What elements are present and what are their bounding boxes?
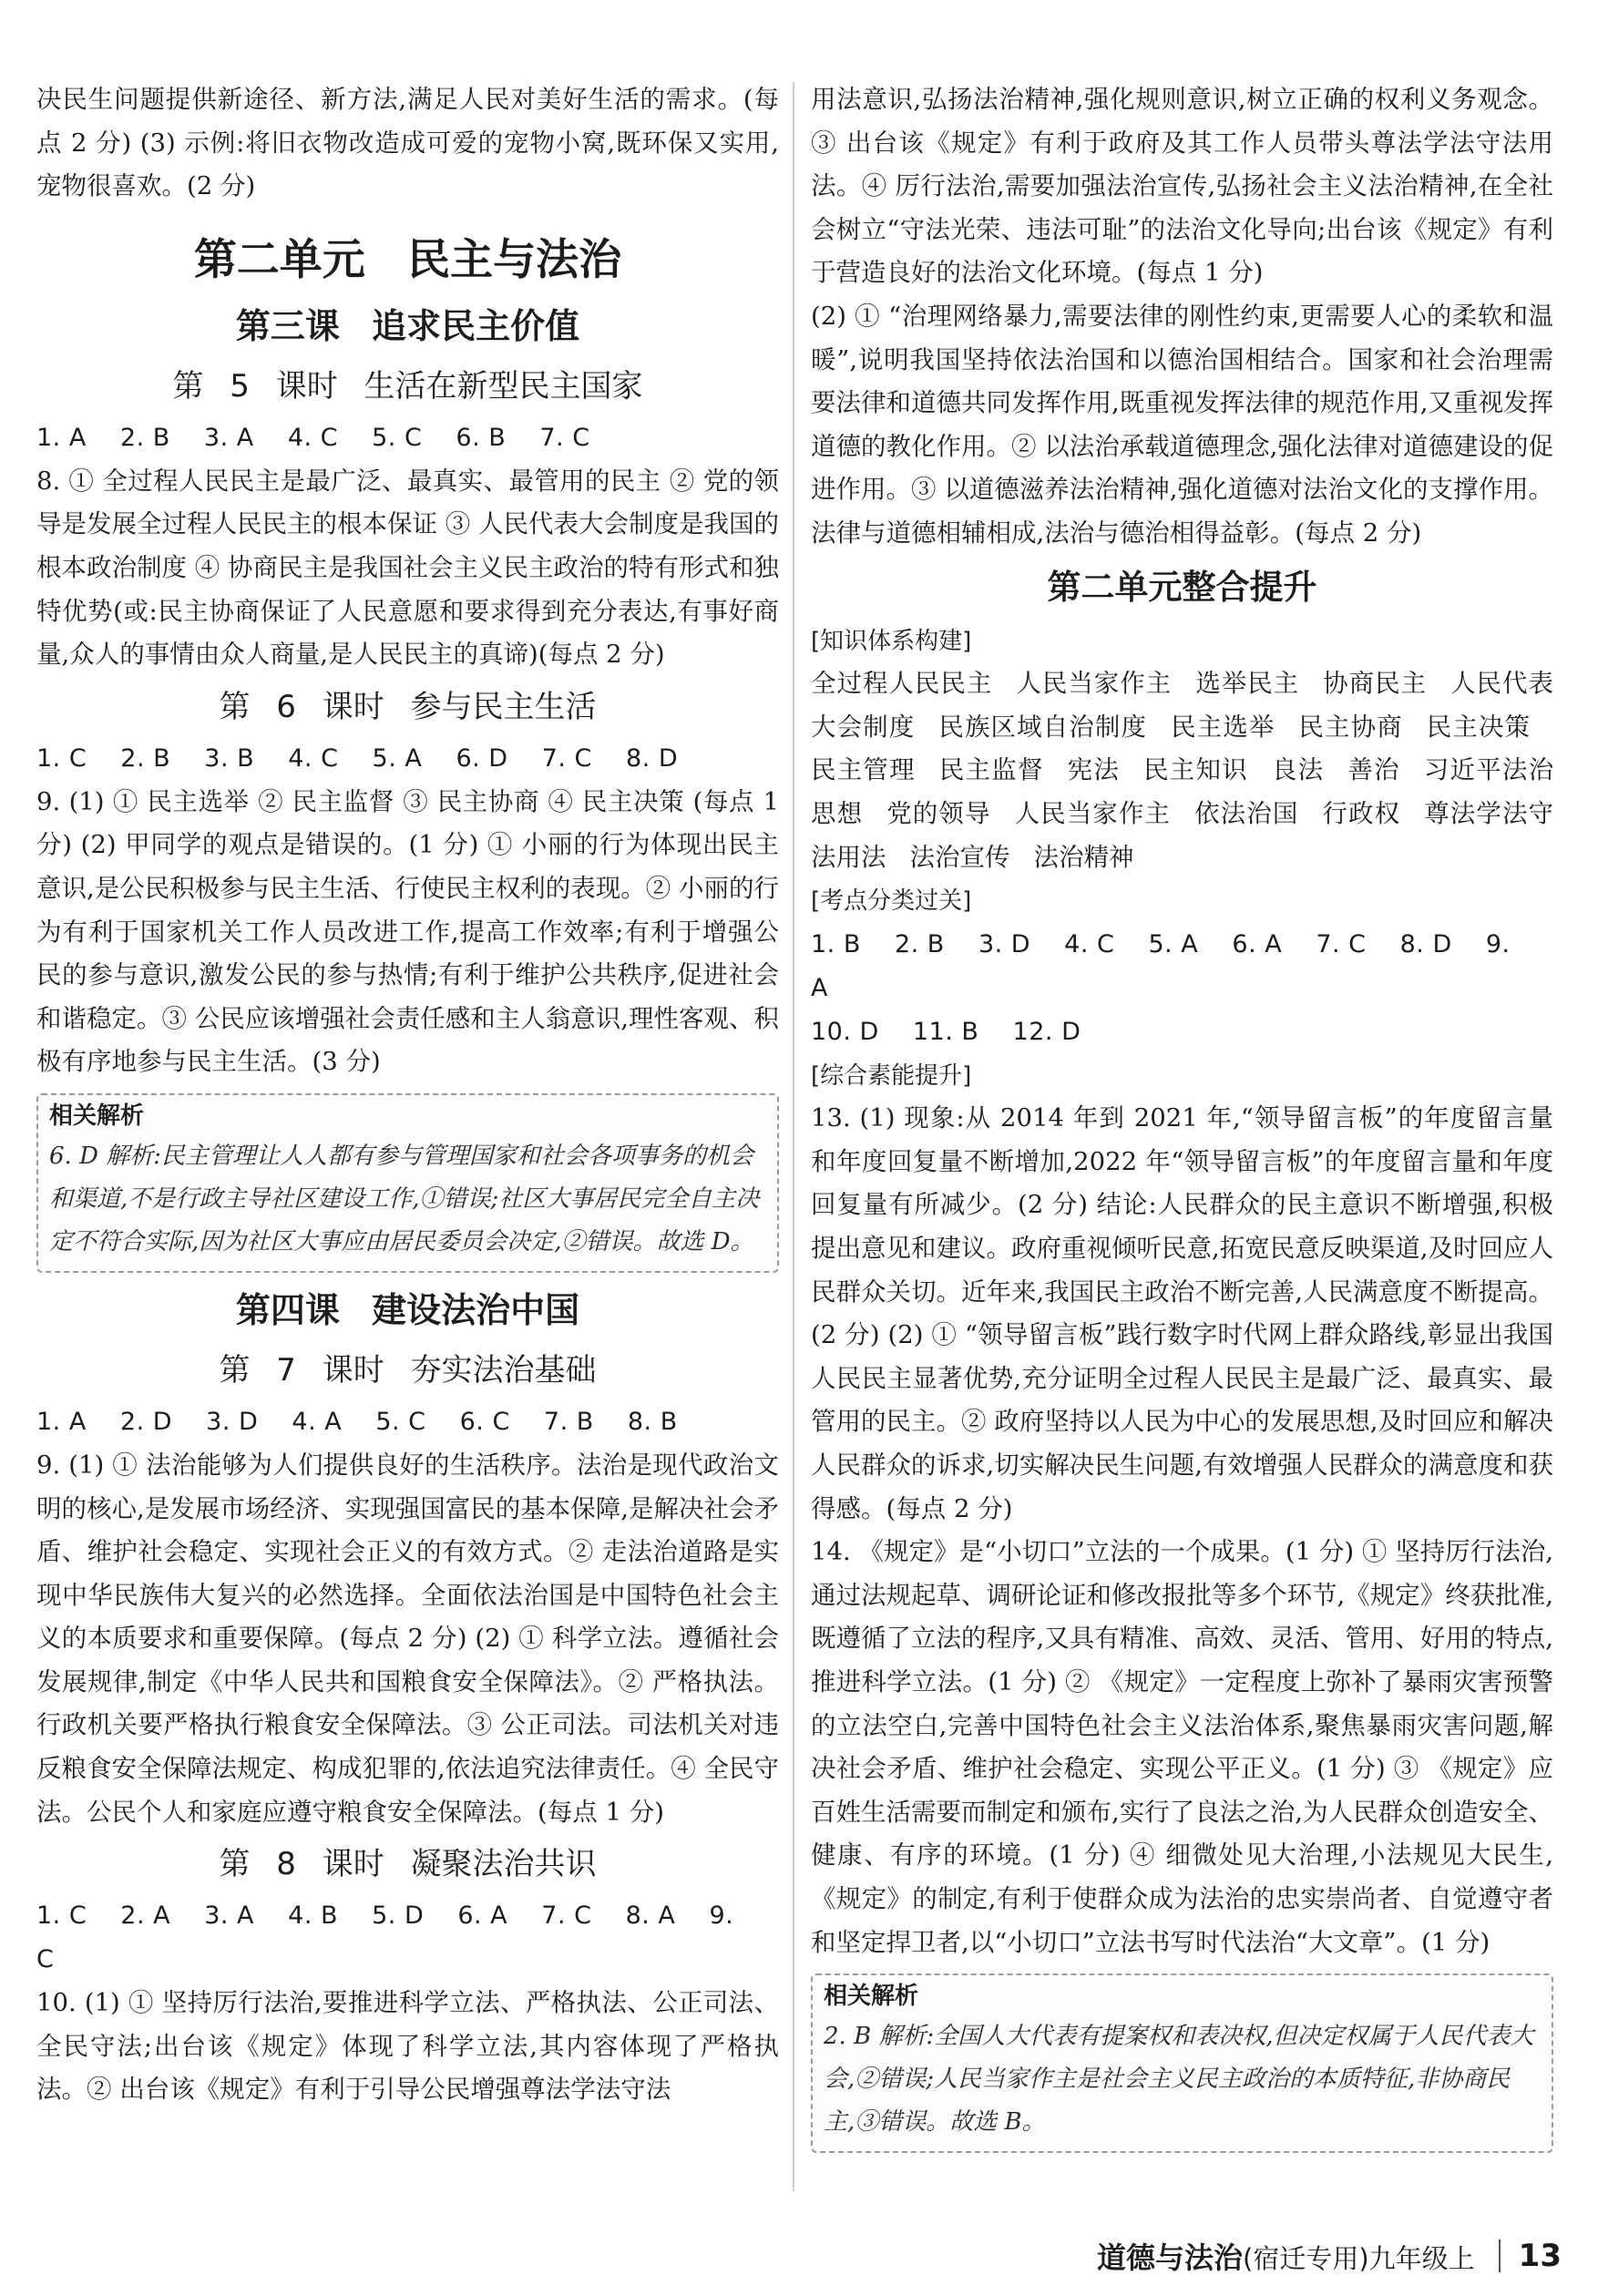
exam-answers-row-2 xyxy=(811,1010,1553,1054)
page-footer xyxy=(1097,2229,1562,2283)
period-5-title: 第 5 课时 生活在新型民主国家 xyxy=(172,367,643,405)
analysis-box-heading: 相关解析 xyxy=(49,1102,145,1130)
knowledge-terms xyxy=(811,662,1553,879)
period-6-title: 第 6 课时 参与民主生活 xyxy=(219,688,597,725)
period-5-answers xyxy=(36,416,779,460)
knowledge-term: 行政权 xyxy=(1322,798,1401,828)
answer-item: 4. C xyxy=(287,423,339,452)
answer-item: 10. D xyxy=(811,1017,879,1046)
knowledge-term: 全过程人民民主 xyxy=(811,669,993,699)
answer-item: 4. B xyxy=(288,1901,339,1931)
answer-item: 9. A xyxy=(811,929,1511,1002)
analysis-box-1 xyxy=(36,1093,779,1273)
exam-answers-row-1 xyxy=(811,923,1553,1010)
book-edition: (宿迁专用)九年级上 xyxy=(1243,2243,1475,2274)
knowledge-term: 法治精神 xyxy=(1033,842,1134,872)
knowledge-term: 依法治国 xyxy=(1194,798,1299,828)
knowledge-term: 民主管理 xyxy=(811,755,916,785)
knowledge-term: 人民当家作主 xyxy=(1014,798,1172,828)
analysis-box-2 xyxy=(811,1973,1553,2153)
section-tag-knowledge: [知识体系构建] xyxy=(811,627,972,655)
knowledge-term: 人民当家作主 xyxy=(1016,669,1173,699)
answer-item: 5. C xyxy=(375,1407,426,1436)
answer-item: 5. D xyxy=(372,1901,425,1931)
knowledge-term: 民主知识 xyxy=(1143,755,1248,785)
right-column xyxy=(811,78,1553,2162)
answer-item: 6. A xyxy=(1232,929,1283,958)
knowledge-term: 民族区域自治制度 xyxy=(938,712,1148,742)
answer-item: 2. D xyxy=(119,1407,173,1436)
answer-item: 7. B xyxy=(543,1407,594,1436)
section-tag-exam: [考点分类过关] xyxy=(811,887,972,916)
answer-item: 7. C xyxy=(541,1901,592,1931)
answer-item: 3. A xyxy=(204,1901,255,1931)
answer-item: 11. B xyxy=(912,1017,979,1046)
lesson-4-title: 第四课 建设法治中国 xyxy=(235,1289,580,1330)
answer-item: 2. B xyxy=(119,423,170,452)
knowledge-term: 选举民主 xyxy=(1195,669,1300,699)
answer-item: 7. C xyxy=(539,423,590,452)
answer-item: 4. C xyxy=(288,743,339,773)
answer-item: 2. A xyxy=(120,1901,171,1931)
analysis-box-body: 2. B 解析:全国人大代表有提案权和表决权,但决定权属于人民代表大会,②错误;人民当家作主是社会主义民主政治的本质特征,非协商民主,③错误。故选 B。 xyxy=(824,2023,1534,2137)
period-7-answers xyxy=(36,1400,779,1444)
knowledge-term: 法治宣传 xyxy=(909,842,1010,872)
question-14: 14. 《规定》是“小切口”立法的一个成果。(1 分) ① 坚持厉行法治,通过法规起草、调研论证和修改报批等多个环节,《规定》终获批准,既遵循了立法的程序,又具有精准、高效、灵活、管用、好用的特点,推进科学立法。(1 分) ② 《规定》一定程度上弥补了暴雨灾害预警的立法空白,完善中国特色社会主义法治体系,聚焦暴雨灾害问题,解决社会矛盾、维护社会稳定、实现公平正义。(1 分) ③ 《规定》应百姓生活需要而制定和颁布,实行了良法之治,为人民群众创造安全、健康、有序的环境。(1 分) ④ 细微处见大治理,小法规见大民生,《规定》的制定,有利于使群众成为法治的忠实崇尚者、自觉遵守者和坚定捍卫者,以“小切口”立法书写时代法治“大文章”。(1 分) xyxy=(811,1537,1553,1957)
integration-title: 第二单元整合提升 xyxy=(1047,567,1317,607)
answer-item: 2. B xyxy=(120,743,171,773)
knowledge-term: 民主选举 xyxy=(1171,712,1275,742)
book-title: 道德与法治(宿迁专用)九年级上 xyxy=(1097,2240,1475,2275)
knowledge-term: 良法 xyxy=(1271,755,1325,785)
answer-item: 8. B xyxy=(627,1407,678,1436)
knowledge-term: 协商民主 xyxy=(1323,669,1428,699)
answer-item: 6. A xyxy=(457,1901,508,1931)
answer-item: 8. A xyxy=(625,1901,676,1931)
knowledge-term: 宪法 xyxy=(1067,755,1121,785)
answer-item: 3. D xyxy=(978,929,1031,958)
left-column xyxy=(36,78,779,2112)
intro-paragraph: 决民生问题提供新途径、新方法,满足人民对美好生活的需求。(每点 2 分) (3) 示例:将旧衣物改造成可爱的宠物小窝,既环保又实用,宠物很喜欢。(2 分) xyxy=(36,85,779,201)
answer-item: 8. D xyxy=(625,743,679,773)
lesson-3-title: 第三课 追求民主价值 xyxy=(235,305,580,346)
analysis-box-heading: 相关解析 xyxy=(824,1983,919,2011)
answer-item: 8. D xyxy=(1399,929,1452,958)
knowledge-term: 尊法学法守法用法 xyxy=(811,798,1554,872)
knowledge-term: 善治 xyxy=(1347,755,1400,785)
answer-item: 3. D xyxy=(206,1407,259,1436)
answer-item: 5. C xyxy=(372,423,423,452)
section-tag-comprehensive: [综合素能提升] xyxy=(811,1061,972,1090)
answer-item: 5. A xyxy=(372,743,423,773)
knowledge-term: 民主监督 xyxy=(938,755,1044,785)
period-6-answers xyxy=(36,737,779,781)
knowledge-term: 党的领导 xyxy=(886,798,991,828)
period-8-answers xyxy=(36,1894,779,1982)
answer-item: 6. B xyxy=(456,423,507,452)
knowledge-term: 民主决策 xyxy=(1426,712,1531,742)
answer-item: 7. C xyxy=(541,743,592,773)
period-7-title: 第 7 课时 夯实法治基础 xyxy=(219,1351,597,1389)
unit-title: 第二单元 民主与法治 xyxy=(193,234,622,285)
knowledge-term: 人民代表大会制度 xyxy=(811,669,1554,742)
analysis-box-body: 6. D 解析:民主管理让人人都有参与管理国家和社会各项事务的机会和渠道,不是行政主导社区建设工作,①错误;社区大事居民完全自主决定不符合实际,因为社区大事应由居民委员会决定,②错误。故选 D。 xyxy=(49,1142,760,1256)
answer-item: 2. B xyxy=(894,929,945,958)
question-13: 13. (1) 现象:从 2014 年到 2021 年,“领导留言板”的年度留言量和年度回复量不断增加,2022 年“领导留言板”的年度留言量和年度回复量有所减少。(2 分) 结论:人民群众的民主意识不断增强,积极提出意见和建议。政府重视倾听民意,拓宽民意反映渠道,及时回应人民群众关切。近年来,我国民主政治不断完善,人民满意度不断提高。(2 分) (2) ① “领导留言板”践行数字时代网上群众路线,彰显出我国人民民主显著优势,充分证明全过程人民民主是最广泛、最真实、最管用的民主。② 政府坚持以人民为中心的发展思想,及时回应和解决人民群众的诉求,切实解决民生问题,有效增强人民群众的满意度和获得感。(每点 2 分) xyxy=(811,1103,1553,1523)
continued-paragraph-2: (2) ① “治理网络暴力,需要法律的刚性约束,更需要人心的柔软和温暖”,说明我国坚持依法治国和以德治国相结合。国家和社会治理需要法律和道德共同发挥作用,既重视发挥法律的规范作用,又重视发挥道德的教化作用。② 以法治承载道德理念,强化法律对道德建设的促进作用。③ 以道德滋养法治精神,强化道德对法治文化的支撑作用。法律与道德相辅相成,法治与德治相得益彰。(每点 2 分) xyxy=(811,301,1553,548)
column-divider xyxy=(793,82,794,2191)
footer-divider xyxy=(1499,2240,1501,2272)
answer-item: 3. A xyxy=(203,423,254,452)
knowledge-term: 习近平法治思想 xyxy=(811,755,1554,828)
answer-item: 9. C xyxy=(36,1901,734,1974)
period-7-question-9: 9. (1) ① 法治能够为人们提供良好的生活秩序。法治是现代政治文明的核心,是发展市场经济、实现强国富民的基本保障,是解决社会矛盾、维护社会稳定、实现社会正义的有效方式。② 走法治道路是实现中华民族伟大复兴的必然选择。全面依法治国是中国特色社会主义的本质要求和重要保障。(每点 2 分) (2) ① 科学立法。遵循社会发展规律,制定《中华人民共和国粮食安全保障法》。② 严格执法。行政机关要严格执行粮食安全保障法。③ 公正司法。司法机关对违反粮食安全保障法规定、构成犯罪的,依法追究法律责任。④ 全民守法。公民个人和家庭应遵守粮食安全保障法。(每点 1 分) xyxy=(36,1450,779,1827)
answer-item: 1. A xyxy=(36,423,87,452)
answer-item: 5. A xyxy=(1148,929,1199,958)
answer-item: 6. D xyxy=(456,743,508,773)
answer-item: 3. B xyxy=(204,743,255,773)
period-5-question-8: 8. ① 全过程人民民主是最广泛、最真实、最管用的民主 ② 党的领导是发展全过程人民民主的根本保证 ③ 人民代表大会制度是我国的根本政治制度 ④ 协商民主是我国社会主义民主政治的特有形式和独特优势(或:民主协商保证了人民意愿和要求得到充分表达,有事好商量,众人的事情由众人商量,是人民民主的真谛)(每点 2 分) xyxy=(36,466,779,670)
period-8-question-10: 10. (1) ① 坚持厉行法治,要推进科学立法、严格执法、公正司法、全民守法;出台该《规定》体现了科学立法,其内容体现了严格执法。② 出台该《规定》有利于引导公民增强尊法学法守法 xyxy=(36,1988,779,2105)
answer-item: 4. C xyxy=(1064,929,1115,958)
answer-item: 6. C xyxy=(459,1407,510,1436)
answer-item: 1. B xyxy=(811,929,861,958)
period-6-question-9: 9. (1) ① 民主选举 ② 民主监督 ③ 民主协商 ④ 民主决策 (每点 1 分) (2) 甲同学的观点是错误的。(1 分) ① 小丽的行为体现出民主意识,是公民积极参与民主生活、行使民主权利的表现。② 小丽的行为有利于国家机关工作人员改进工作,提高工作效率;有利于增强公民的参与意识,激发公民的参与热情;有利于维护公共秩序,促进社会和谐稳定。③ 公民应该增强社会责任感和主人翁意识,理性客观、积极有序地参与民主生活。(3 分) xyxy=(36,786,779,1077)
answer-item: 7. C xyxy=(1316,929,1367,958)
answer-item: 1. A xyxy=(36,1407,87,1436)
knowledge-term: 民主协商 xyxy=(1298,712,1403,742)
answer-item: 12. D xyxy=(1012,1017,1081,1046)
page-number: 13 xyxy=(1518,2238,1562,2274)
answer-item: 4. A xyxy=(292,1407,343,1436)
continued-paragraph-1: 用法意识,弘扬法治精神,强化规则意识,树立正确的权利义务观念。③ 出台该《规定》有利于政府及其工作人员带头尊法学法守法用法。④ 厉行法治,需要加强法治宣传,弘扬社会主义法治精神,在全社会树立“守法光荣、违法可耻”的法治文化导向;出台该《规定》有利于营造良好的法治文化环境。(每点 1 分) xyxy=(811,85,1553,288)
period-8-title: 第 8 课时 凝聚法治共识 xyxy=(219,1846,597,1883)
answer-item: 1. C xyxy=(36,743,87,773)
answer-item: 1. C xyxy=(36,1901,87,1931)
